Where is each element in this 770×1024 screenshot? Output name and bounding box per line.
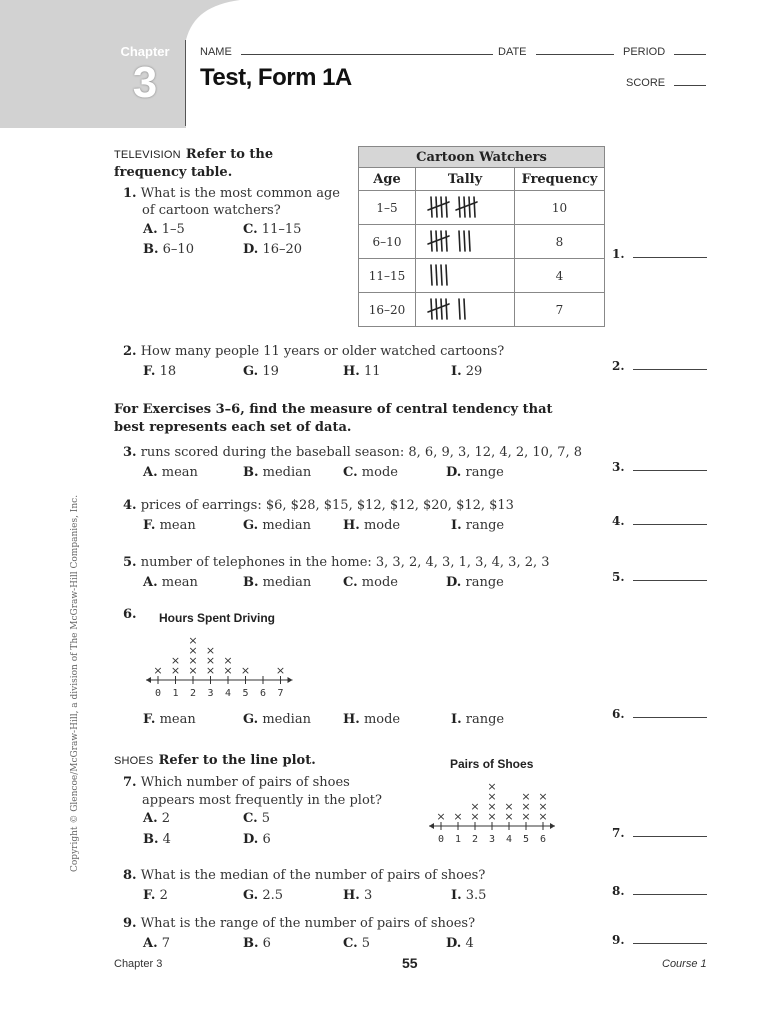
- shoes-plot-title: Pairs of Shoes: [450, 757, 534, 771]
- question-number: 9.: [123, 916, 137, 931]
- choice-letter: A.: [143, 936, 158, 951]
- answer-label: 5.: [612, 570, 625, 584]
- answer-choice[interactable]: [446, 575, 504, 590]
- choice-text: median: [262, 712, 311, 727]
- choice-text: mean: [161, 465, 198, 480]
- period-field[interactable]: [623, 40, 706, 59]
- column-header-frequency: Frequency: [515, 168, 605, 191]
- data-x-mark: ×: [487, 800, 497, 813]
- choice-letter: D.: [446, 575, 462, 590]
- footer-chapter: Chapter 3: [114, 958, 163, 970]
- age-cell: 1–5: [359, 191, 416, 225]
- choice-text: 2: [161, 811, 171, 826]
- answer-slot-8[interactable]: [612, 880, 707, 899]
- choice-text: 2: [159, 888, 168, 903]
- choice-text: 4: [162, 832, 171, 847]
- choice-text: mode: [361, 575, 398, 590]
- choice-letter: H.: [343, 518, 360, 533]
- tick-label: 1: [172, 688, 179, 699]
- answer-label: 2.: [612, 359, 625, 373]
- date-field[interactable]: [498, 40, 614, 59]
- data-x-mark: ×: [188, 634, 198, 647]
- left-arrow: [429, 823, 434, 829]
- tally-stroke: [474, 197, 475, 217]
- choice-letter: B.: [143, 832, 159, 847]
- section-text-line2: frequency table.: [114, 165, 233, 180]
- chapter-number: 3: [132, 58, 158, 107]
- table-caption: Cartoon Watchers: [359, 147, 605, 168]
- chapter-label: Chapter: [120, 44, 170, 59]
- question-number: 6.: [123, 607, 137, 622]
- answer-choice[interactable]: [451, 712, 504, 727]
- tally-marks: [425, 259, 505, 289]
- data-x-mark: ×: [470, 800, 480, 813]
- choice-text: 6: [262, 936, 271, 951]
- answer-line[interactable]: [633, 716, 707, 718]
- choice-letter: I.: [451, 518, 462, 533]
- tally-stroke: [459, 197, 460, 217]
- choice-text: mean: [159, 518, 196, 533]
- question-6: [123, 607, 137, 622]
- answer-line[interactable]: [633, 469, 707, 471]
- choice-letter: G.: [243, 712, 259, 727]
- tally-stroke: [446, 265, 447, 285]
- choice-letter: D.: [243, 242, 259, 257]
- choice-letter: A.: [143, 575, 158, 590]
- answer-slot-2[interactable]: [612, 355, 707, 374]
- answer-line[interactable]: [633, 368, 707, 370]
- age-cell: 11–15: [359, 259, 416, 293]
- choice-text: mode: [363, 712, 401, 727]
- choice-text: 1–5: [161, 222, 185, 237]
- tally-marks: [425, 191, 505, 221]
- choice-text: 6–10: [162, 242, 194, 257]
- column-header-tally: Tally: [416, 168, 515, 191]
- choice-text: median: [262, 465, 312, 480]
- answer-line[interactable]: [633, 893, 707, 895]
- data-x-mark: ×: [188, 654, 198, 667]
- tally-marks: [425, 293, 505, 323]
- question-9: [123, 916, 475, 931]
- frequency-cell: 8: [515, 225, 605, 259]
- table-row: [359, 191, 605, 225]
- choice-text: range: [465, 575, 504, 590]
- choice-letter: F.: [143, 364, 156, 379]
- choice-letter: A.: [143, 222, 158, 237]
- choice-text: 19: [262, 364, 279, 379]
- television-instructions: [114, 144, 344, 180]
- name-blank[interactable]: [241, 53, 493, 55]
- tally-stroke: [464, 231, 465, 251]
- column-header-age: Age: [359, 168, 416, 191]
- data-x-mark: ×: [436, 810, 446, 823]
- data-x-mark: ×: [453, 810, 463, 823]
- choice-text: 11–15: [261, 222, 302, 237]
- data-x-mark: ×: [223, 664, 233, 677]
- tally-stroke: [431, 231, 432, 251]
- choice-text: 5: [361, 936, 371, 951]
- instructions-line2: best represents each set of data.: [114, 420, 352, 435]
- data-x-mark: ×: [521, 810, 531, 823]
- answer-choice[interactable]: [243, 242, 302, 257]
- tick-label: 5: [522, 834, 530, 845]
- choice-text: 4: [465, 936, 474, 951]
- tally-cell: [416, 259, 515, 293]
- section-text-line1: Refer to the: [185, 147, 274, 162]
- choice-text: mode: [361, 465, 398, 480]
- age-cell: 6–10: [359, 225, 416, 259]
- choice-text: 3.5: [465, 888, 487, 903]
- score-field[interactable]: [626, 71, 706, 90]
- question-8: [123, 868, 485, 883]
- section-text: Refer to the line plot.: [158, 753, 316, 768]
- instructions-line1: For Exercises 3–6, find the measure of central tendency that: [114, 402, 553, 417]
- data-x-mark: ×: [170, 654, 181, 667]
- name-label: NAME: [200, 46, 232, 58]
- tally-stroke: [441, 265, 442, 285]
- answer-label: 7.: [612, 826, 625, 840]
- choice-text: 11: [363, 364, 381, 379]
- header-divider: [185, 40, 186, 126]
- choice-letter: I.: [451, 364, 462, 379]
- choice-letter: C.: [343, 575, 358, 590]
- data-x-mark: ×: [487, 810, 497, 823]
- section-tag-television: TELEVISION: [114, 149, 181, 161]
- data-x-mark: ×: [170, 664, 181, 677]
- period-label: PERIOD: [623, 46, 666, 58]
- choice-text: mode: [363, 518, 401, 533]
- tick-label: 2: [471, 834, 479, 845]
- data-x-mark: ×: [188, 644, 198, 657]
- tally-marks: [425, 225, 505, 255]
- answer-choice[interactable]: [143, 936, 170, 951]
- question-text: Which number of pairs of shoes: [140, 775, 350, 790]
- data-x-mark: ×: [521, 790, 531, 803]
- choice-text: median: [262, 518, 311, 533]
- choice-letter: I.: [451, 888, 462, 903]
- data-x-mark: ×: [504, 800, 514, 813]
- answer-choice[interactable]: [243, 518, 311, 533]
- page-number: 55: [402, 955, 418, 971]
- copyright-wrap: [70, 494, 84, 872]
- question-4: [123, 498, 514, 513]
- question-5: [123, 555, 550, 570]
- data-x-mark: ×: [205, 664, 216, 677]
- tally-group: [428, 231, 470, 251]
- choice-letter: C.: [243, 222, 258, 237]
- question-2: [123, 344, 504, 359]
- question-number: 4.: [123, 498, 137, 513]
- question-text: What is the most common age: [140, 186, 340, 201]
- tick-label: 4: [224, 688, 232, 699]
- answer-choice[interactable]: [243, 888, 283, 903]
- answer-label: 9.: [612, 933, 625, 947]
- answer-choice[interactable]: [343, 888, 372, 903]
- table-row: [359, 225, 605, 259]
- choice-letter: H.: [343, 712, 360, 727]
- section-tag-shoes: SHOES: [114, 755, 154, 767]
- answer-choice[interactable]: [343, 712, 400, 727]
- question-number: 5.: [123, 555, 137, 570]
- choice-letter: F.: [143, 888, 156, 903]
- question-text: What is the range of the number of pairs of shoes?: [140, 916, 476, 931]
- data-x-mark: ×: [240, 664, 251, 677]
- answer-slot-7[interactable]: [612, 822, 707, 841]
- tick-label: 7: [277, 688, 284, 699]
- table-row: [359, 293, 605, 327]
- answer-line[interactable]: [633, 256, 707, 258]
- tick-label: 0: [437, 834, 445, 845]
- choice-letter: B.: [243, 575, 259, 590]
- tally-group: [431, 265, 447, 285]
- central-tendency-instructions: [114, 401, 553, 437]
- answer-label: 3.: [612, 460, 625, 474]
- choice-letter: I.: [451, 712, 462, 727]
- left-arrow: [146, 677, 151, 683]
- answer-choice[interactable]: [343, 364, 381, 379]
- answer-choice[interactable]: [243, 575, 311, 590]
- tally-stroke: [441, 231, 442, 251]
- choice-text: 3: [363, 888, 373, 903]
- choice-text: 16–20: [262, 242, 303, 257]
- tally-stroke: [431, 197, 432, 217]
- answer-label: 1.: [612, 247, 625, 261]
- data-x-mark: ×: [538, 790, 548, 803]
- tick-label: 0: [154, 688, 162, 699]
- answer-choice[interactable]: [143, 222, 185, 237]
- choice-letter: B.: [243, 465, 259, 480]
- data-x-mark: ×: [538, 800, 548, 813]
- tally-stroke: [436, 265, 437, 285]
- choice-letter: C.: [343, 465, 358, 480]
- frequency-table: [358, 146, 605, 327]
- answer-line[interactable]: [633, 835, 707, 837]
- question-number: 7.: [123, 775, 137, 790]
- answer-choice[interactable]: [143, 712, 196, 727]
- choice-text: median: [262, 575, 312, 590]
- answer-choice[interactable]: [243, 712, 311, 727]
- answer-choice[interactable]: [343, 936, 370, 951]
- answer-choice[interactable]: [143, 888, 168, 903]
- answer-label: 8.: [612, 884, 625, 898]
- answer-line[interactable]: [633, 942, 707, 944]
- footer-course: Course 1: [662, 958, 707, 970]
- choice-letter: B.: [143, 242, 159, 257]
- driving-plot-title: Hours Spent Driving: [159, 611, 276, 625]
- frequency-cell: 4: [515, 259, 605, 293]
- choice-text: range: [465, 518, 505, 533]
- question-number: 3.: [123, 445, 137, 460]
- choice-text: 29: [465, 364, 483, 379]
- data-x-mark: ×: [205, 644, 216, 657]
- data-x-mark: ×: [188, 664, 198, 677]
- shoes-instructions: [114, 749, 316, 768]
- choice-letter: D.: [243, 832, 259, 847]
- choice-letter: G.: [243, 888, 259, 903]
- answer-slot-1[interactable]: [612, 243, 707, 262]
- choice-letter: D.: [446, 936, 462, 951]
- choice-letter: A.: [143, 811, 158, 826]
- choice-letter: C.: [343, 936, 358, 951]
- answer-choice[interactable]: [143, 811, 170, 826]
- period-blank[interactable]: [674, 53, 706, 55]
- question-text: prices of earrings: $6, $28, $15, $12, $12, $20, $12, $13: [140, 498, 514, 513]
- choice-text: 2.5: [262, 888, 283, 903]
- answer-choice[interactable]: [243, 936, 271, 951]
- tally-stroke: [446, 197, 447, 217]
- answer-choice[interactable]: [451, 364, 482, 379]
- data-x-mark: ×: [205, 654, 216, 667]
- frequency-cell: 7: [515, 293, 605, 327]
- choice-letter: G.: [243, 518, 259, 533]
- question-text: What is the median of the number of pairs of shoes?: [140, 868, 486, 883]
- tally-cell: [416, 225, 515, 259]
- question-text: How many people 11 years or older watched cartoons?: [140, 344, 505, 359]
- table-row: [359, 259, 605, 293]
- answer-label: 6.: [612, 707, 625, 721]
- answer-choice[interactable]: [343, 518, 400, 533]
- tally-cell: [416, 191, 515, 225]
- choice-text: 5: [261, 811, 271, 826]
- answer-choice[interactable]: [243, 465, 311, 480]
- question-number: 8.: [123, 868, 137, 883]
- choice-text: mean: [161, 575, 198, 590]
- answer-choice[interactable]: [243, 832, 271, 847]
- question-text: appears most frequently in the plot?: [142, 793, 382, 808]
- right-arrow: [288, 677, 293, 683]
- answer-choice[interactable]: [143, 518, 196, 533]
- tick-label: 3: [488, 834, 496, 845]
- answer-choice[interactable]: [243, 364, 279, 379]
- hours-driving-line-plot: [140, 626, 300, 702]
- choice-letter: A.: [143, 465, 158, 480]
- data-x-mark: ×: [470, 810, 480, 823]
- name-field[interactable]: [200, 40, 493, 59]
- answer-choice[interactable]: [343, 465, 398, 480]
- data-x-mark: ×: [504, 810, 514, 823]
- right-arrow: [550, 823, 555, 829]
- tally-cell: [416, 293, 515, 327]
- tick-label: 1: [454, 834, 462, 845]
- data-x-mark: ×: [153, 664, 163, 677]
- answer-choice[interactable]: [451, 518, 504, 533]
- answer-label: 4.: [612, 514, 625, 528]
- choice-text: 6: [262, 832, 271, 847]
- tick-label: 6: [259, 688, 267, 699]
- question-text: of cartoon watchers?: [142, 203, 281, 218]
- answer-line[interactable]: [633, 579, 707, 581]
- data-x-mark: ×: [538, 810, 548, 823]
- age-cell: 16–20: [359, 293, 416, 327]
- answer-slot-6[interactable]: [612, 703, 707, 722]
- choice-text: range: [465, 712, 505, 727]
- answer-choice[interactable]: [243, 811, 270, 826]
- date-label: DATE: [498, 46, 527, 58]
- choice-letter: F.: [143, 518, 156, 533]
- score-blank[interactable]: [674, 84, 706, 86]
- tally-stroke: [464, 299, 465, 319]
- choice-letter: C.: [243, 811, 258, 826]
- choice-text: range: [465, 465, 504, 480]
- choice-letter: H.: [343, 888, 360, 903]
- question-text: runs scored during the baseball season: 8, 6, 9, 3, 12, 4, 2, 10, 7, 8: [140, 445, 583, 460]
- frequency-cell: 10: [515, 191, 605, 225]
- score-label: SCORE: [626, 77, 666, 89]
- answer-choice[interactable]: [143, 364, 176, 379]
- tick-label: 6: [539, 834, 547, 845]
- question-number: 2.: [123, 344, 137, 359]
- date-blank[interactable]: [536, 53, 614, 55]
- choice-letter: D.: [446, 465, 462, 480]
- choice-letter: F.: [143, 712, 156, 727]
- tally-group: [428, 197, 477, 217]
- tick-label: 2: [189, 688, 197, 699]
- answer-choice[interactable]: [446, 936, 474, 951]
- tick-label: 5: [242, 688, 249, 699]
- answer-line[interactable]: [633, 523, 707, 525]
- copyright-notice: Copyright © Glencoe/McGraw-Hill, a division of The McGraw-Hill Companies, Inc.: [70, 494, 80, 872]
- tally-stroke: [469, 197, 470, 217]
- choice-text: 7: [161, 936, 171, 951]
- answer-choice[interactable]: [446, 465, 504, 480]
- tick-label: 3: [207, 688, 214, 699]
- answer-choice[interactable]: [243, 222, 301, 237]
- choice-text: 18: [159, 364, 177, 379]
- choice-letter: G.: [243, 364, 259, 379]
- answer-choice[interactable]: [143, 832, 171, 847]
- tally-stroke: [459, 299, 460, 319]
- question-7: [123, 774, 382, 810]
- tally-stroke: [459, 231, 460, 251]
- data-x-mark: ×: [275, 664, 286, 677]
- tally-stroke: [441, 197, 442, 217]
- answer-slot-3[interactable]: [612, 456, 707, 475]
- data-x-mark: ×: [521, 800, 531, 813]
- answer-choice[interactable]: [451, 888, 486, 903]
- tally-stroke: [431, 265, 432, 285]
- tally-stroke: [446, 299, 447, 319]
- data-x-mark: ×: [223, 654, 233, 667]
- choice-text: mean: [159, 712, 196, 727]
- answer-choice[interactable]: [343, 575, 398, 590]
- answer-slot-4[interactable]: [612, 510, 707, 529]
- question-1: [123, 185, 340, 219]
- choice-letter: H.: [343, 364, 360, 379]
- answer-choice[interactable]: [143, 465, 198, 480]
- question-3: [123, 445, 582, 460]
- question-text: number of telephones in the home: 3, 3, 2, 4, 3, 1, 3, 4, 3, 2, 3: [140, 555, 550, 570]
- answer-slot-9[interactable]: [612, 929, 707, 948]
- choice-letter: B.: [243, 936, 259, 951]
- pairs-of-shoes-line-plot: [426, 770, 562, 850]
- answer-choice[interactable]: [143, 575, 198, 590]
- test-title: Test, Form 1A: [200, 64, 352, 91]
- tally-stroke: [431, 299, 432, 319]
- tick-label: 4: [505, 834, 513, 845]
- answer-choice[interactable]: [143, 242, 194, 257]
- data-x-mark: ×: [487, 790, 497, 803]
- data-x-mark: ×: [487, 780, 497, 793]
- answer-slot-5[interactable]: [612, 566, 707, 585]
- tally-stroke: [469, 231, 470, 251]
- tally-stroke: [441, 299, 442, 319]
- tally-stroke: [446, 231, 447, 251]
- question-number: 1.: [123, 186, 137, 201]
- tally-group: [428, 299, 465, 319]
